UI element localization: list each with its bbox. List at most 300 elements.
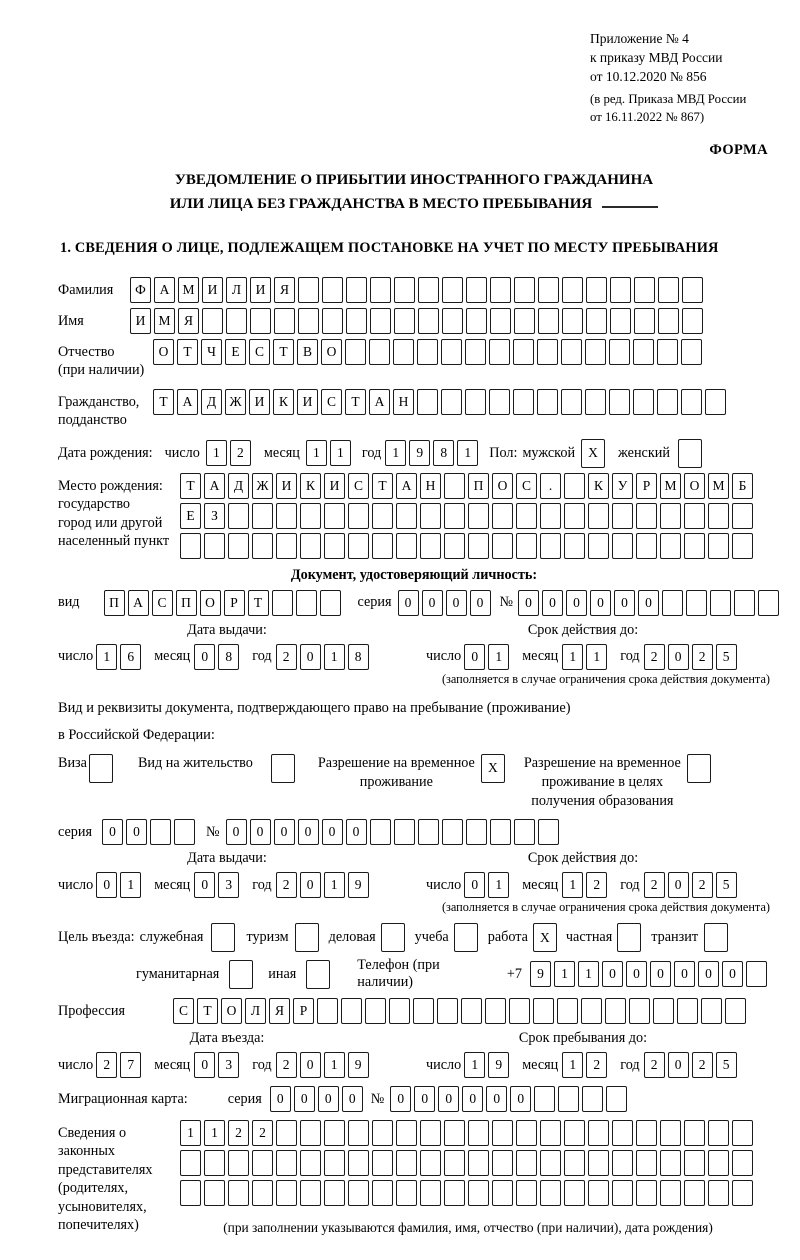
char-cell[interactable]: [468, 503, 489, 529]
char-cell[interactable]: 2: [96, 1052, 117, 1078]
char-cell[interactable]: [228, 503, 249, 529]
char-cell[interactable]: К: [300, 473, 321, 499]
char-cell[interactable]: 9: [488, 1052, 509, 1078]
char-cell[interactable]: [228, 533, 249, 559]
char-cell[interactable]: [708, 503, 729, 529]
char-cell[interactable]: Е: [225, 339, 246, 365]
char-cell[interactable]: [540, 533, 561, 559]
char-cell[interactable]: [324, 533, 345, 559]
char-cell[interactable]: [634, 308, 655, 334]
char-cell[interactable]: 0: [668, 872, 689, 898]
char-cell[interactable]: С: [516, 473, 537, 499]
char-cell[interactable]: [605, 998, 626, 1024]
char-cell[interactable]: [228, 1180, 249, 1206]
char-cell[interactable]: [586, 277, 607, 303]
char-cell[interactable]: [538, 819, 559, 845]
char-cell[interactable]: [276, 1150, 297, 1176]
char-cell[interactable]: 2: [692, 1052, 713, 1078]
char-cell[interactable]: [468, 1150, 489, 1176]
char-cell[interactable]: [413, 998, 434, 1024]
char-cell[interactable]: [681, 339, 702, 365]
char-cell[interactable]: 1: [206, 440, 227, 466]
char-cell[interactable]: 0: [638, 590, 659, 616]
char-cell[interactable]: [612, 1150, 633, 1176]
char-cell[interactable]: Т: [180, 473, 201, 499]
char-cell[interactable]: [540, 1120, 561, 1146]
char-cell[interactable]: 0: [300, 1052, 321, 1078]
char-cell[interactable]: [610, 308, 631, 334]
char-cell[interactable]: Ж: [225, 389, 246, 415]
char-cell[interactable]: [442, 308, 463, 334]
char-cell[interactable]: 0: [194, 872, 215, 898]
char-cell[interactable]: [252, 533, 273, 559]
char-cell[interactable]: [686, 590, 707, 616]
char-cell[interactable]: Ч: [201, 339, 222, 365]
char-cell[interactable]: [612, 1180, 633, 1206]
char-cell[interactable]: 1: [324, 644, 345, 670]
char-cell[interactable]: [514, 819, 535, 845]
char-cell[interactable]: 0: [322, 819, 343, 845]
char-cell[interactable]: Е: [180, 503, 201, 529]
char-cell[interactable]: 1: [204, 1120, 225, 1146]
char-cell[interactable]: [276, 503, 297, 529]
char-cell[interactable]: 0: [674, 961, 695, 987]
char-cell[interactable]: 2: [692, 872, 713, 898]
char-cell[interactable]: С: [348, 473, 369, 499]
char-cell[interactable]: [468, 533, 489, 559]
char-cell[interactable]: [513, 389, 534, 415]
char-cell[interactable]: [420, 533, 441, 559]
char-cell[interactable]: [317, 998, 338, 1024]
char-cell[interactable]: [533, 998, 554, 1024]
char-cell[interactable]: [348, 1150, 369, 1176]
char-cell[interactable]: Т: [345, 389, 366, 415]
char-cell[interactable]: 0: [270, 1086, 291, 1112]
char-cell[interactable]: [658, 277, 679, 303]
char-cell[interactable]: 1: [120, 872, 141, 898]
char-cell[interactable]: И: [276, 473, 297, 499]
char-cell[interactable]: С: [152, 590, 173, 616]
char-cell[interactable]: [633, 389, 654, 415]
char-cell[interactable]: [324, 1180, 345, 1206]
char-cell[interactable]: И: [250, 277, 271, 303]
char-cell[interactable]: [322, 308, 343, 334]
char-cell[interactable]: Т: [177, 339, 198, 365]
char-cell[interactable]: [636, 1180, 657, 1206]
char-cell[interactable]: [682, 277, 703, 303]
char-cell[interactable]: [660, 1150, 681, 1176]
char-cell[interactable]: [609, 339, 630, 365]
char-cell[interactable]: [636, 533, 657, 559]
char-cell[interactable]: [660, 503, 681, 529]
char-cell[interactable]: [534, 1086, 555, 1112]
char-cell[interactable]: [734, 590, 755, 616]
char-cell[interactable]: М: [660, 473, 681, 499]
char-cell[interactable]: [708, 1120, 729, 1146]
char-cell[interactable]: [211, 923, 235, 952]
char-cell[interactable]: 3: [218, 1052, 239, 1078]
char-cell[interactable]: 0: [414, 1086, 435, 1112]
char-cell[interactable]: [492, 533, 513, 559]
char-cell[interactable]: Б: [732, 473, 753, 499]
char-cell[interactable]: 0: [298, 819, 319, 845]
char-cell[interactable]: [677, 998, 698, 1024]
char-cell[interactable]: [633, 339, 654, 365]
char-cell[interactable]: И: [297, 389, 318, 415]
char-cell[interactable]: [272, 590, 293, 616]
char-cell[interactable]: [708, 1180, 729, 1206]
char-cell[interactable]: О: [684, 473, 705, 499]
char-cell[interactable]: 2: [644, 872, 665, 898]
char-cell[interactable]: [348, 1120, 369, 1146]
char-cell[interactable]: [370, 277, 391, 303]
char-cell[interactable]: 0: [194, 644, 215, 670]
char-cell[interactable]: 1: [306, 440, 327, 466]
char-cell[interactable]: [174, 819, 195, 845]
char-cell[interactable]: 5: [716, 1052, 737, 1078]
char-cell[interactable]: А: [128, 590, 149, 616]
char-cell[interactable]: [732, 533, 753, 559]
char-cell[interactable]: [418, 277, 439, 303]
char-cell[interactable]: [558, 1086, 579, 1112]
char-cell[interactable]: 1: [324, 872, 345, 898]
char-cell[interactable]: [306, 960, 330, 989]
char-cell[interactable]: С: [249, 339, 270, 365]
char-cell[interactable]: [588, 1120, 609, 1146]
char-cell[interactable]: [372, 503, 393, 529]
char-cell[interactable]: 0: [486, 1086, 507, 1112]
char-cell[interactable]: [540, 1150, 561, 1176]
char-cell[interactable]: [657, 339, 678, 365]
char-cell[interactable]: 2: [692, 644, 713, 670]
char-cell[interactable]: П: [176, 590, 197, 616]
char-cell[interactable]: [704, 923, 728, 952]
char-cell[interactable]: [226, 308, 247, 334]
char-cell[interactable]: [180, 1150, 201, 1176]
char-cell[interactable]: М: [154, 308, 175, 334]
char-cell[interactable]: 5: [716, 872, 737, 898]
char-cell[interactable]: [202, 308, 223, 334]
char-cell[interactable]: Д: [228, 473, 249, 499]
char-cell[interactable]: [490, 277, 511, 303]
char-cell[interactable]: [636, 1150, 657, 1176]
char-cell[interactable]: [564, 533, 585, 559]
char-cell[interactable]: [606, 1086, 627, 1112]
char-cell[interactable]: [442, 819, 463, 845]
char-cell[interactable]: 2: [228, 1120, 249, 1146]
char-cell[interactable]: [492, 1120, 513, 1146]
char-cell[interactable]: [420, 503, 441, 529]
char-cell[interactable]: [271, 754, 295, 783]
char-cell[interactable]: Р: [224, 590, 245, 616]
char-cell[interactable]: [417, 389, 438, 415]
char-cell[interactable]: [229, 960, 253, 989]
char-cell[interactable]: [564, 1120, 585, 1146]
char-cell[interactable]: [492, 1150, 513, 1176]
char-cell[interactable]: [540, 503, 561, 529]
char-cell[interactable]: А: [204, 473, 225, 499]
char-cell[interactable]: [348, 1180, 369, 1206]
char-cell[interactable]: [320, 590, 341, 616]
char-cell[interactable]: [658, 308, 679, 334]
char-cell[interactable]: [393, 339, 414, 365]
char-cell[interactable]: [653, 998, 674, 1024]
char-cell[interactable]: [636, 503, 657, 529]
char-cell[interactable]: К: [273, 389, 294, 415]
char-cell[interactable]: [204, 1180, 225, 1206]
char-cell[interactable]: [588, 1180, 609, 1206]
char-cell[interactable]: 0: [126, 819, 147, 845]
char-cell[interactable]: [612, 533, 633, 559]
char-cell[interactable]: [468, 1180, 489, 1206]
char-cell[interactable]: [300, 1120, 321, 1146]
char-cell[interactable]: М: [178, 277, 199, 303]
char-cell[interactable]: [228, 1150, 249, 1176]
char-cell[interactable]: 6: [120, 644, 141, 670]
char-cell[interactable]: [557, 998, 578, 1024]
char-cell[interactable]: 0: [300, 872, 321, 898]
char-cell[interactable]: [684, 1150, 705, 1176]
char-cell[interactable]: [437, 998, 458, 1024]
char-cell[interactable]: 8: [348, 644, 369, 670]
char-cell[interactable]: 2: [230, 440, 251, 466]
char-cell[interactable]: 8: [218, 644, 239, 670]
char-cell[interactable]: [581, 998, 602, 1024]
char-cell[interactable]: [396, 1180, 417, 1206]
char-cell[interactable]: [516, 1120, 537, 1146]
char-cell[interactable]: О: [153, 339, 174, 365]
char-cell[interactable]: С: [173, 998, 194, 1024]
char-cell[interactable]: Ж: [252, 473, 273, 499]
char-cell[interactable]: 0: [226, 819, 247, 845]
char-cell[interactable]: Р: [293, 998, 314, 1024]
char-cell[interactable]: [490, 308, 511, 334]
char-cell[interactable]: [372, 1150, 393, 1176]
char-cell[interactable]: [370, 819, 391, 845]
char-cell[interactable]: [389, 998, 410, 1024]
char-cell[interactable]: 1: [330, 440, 351, 466]
char-cell[interactable]: [582, 1086, 603, 1112]
char-cell[interactable]: 8: [433, 440, 454, 466]
char-cell[interactable]: 0: [464, 872, 485, 898]
char-cell[interactable]: [687, 754, 711, 783]
char-cell[interactable]: 0: [422, 590, 443, 616]
char-cell[interactable]: [758, 590, 779, 616]
char-cell[interactable]: [370, 308, 391, 334]
char-cell[interactable]: [710, 590, 731, 616]
char-cell[interactable]: 0: [446, 590, 467, 616]
char-cell[interactable]: О: [221, 998, 242, 1024]
char-cell[interactable]: 9: [409, 440, 430, 466]
char-cell[interactable]: [441, 389, 462, 415]
char-cell[interactable]: [732, 1150, 753, 1176]
char-cell[interactable]: Р: [636, 473, 657, 499]
char-cell[interactable]: [324, 1120, 345, 1146]
char-cell[interactable]: [684, 533, 705, 559]
char-cell[interactable]: [444, 1150, 465, 1176]
char-cell[interactable]: [394, 819, 415, 845]
char-cell[interactable]: X: [481, 754, 505, 783]
char-cell[interactable]: Д: [201, 389, 222, 415]
char-cell[interactable]: [444, 533, 465, 559]
char-cell[interactable]: [276, 1180, 297, 1206]
char-cell[interactable]: О: [492, 473, 513, 499]
char-cell[interactable]: [540, 1180, 561, 1206]
char-cell[interactable]: [562, 308, 583, 334]
char-cell[interactable]: [300, 533, 321, 559]
char-cell[interactable]: [612, 1120, 633, 1146]
char-cell[interactable]: [381, 923, 405, 952]
char-cell[interactable]: Т: [273, 339, 294, 365]
char-cell[interactable]: 0: [510, 1086, 531, 1112]
char-cell[interactable]: [418, 308, 439, 334]
char-cell[interactable]: О: [321, 339, 342, 365]
char-cell[interactable]: [537, 389, 558, 415]
char-cell[interactable]: 0: [438, 1086, 459, 1112]
char-cell[interactable]: 0: [698, 961, 719, 987]
char-cell[interactable]: [612, 503, 633, 529]
char-cell[interactable]: [345, 339, 366, 365]
char-cell[interactable]: [561, 389, 582, 415]
char-cell[interactable]: З: [204, 503, 225, 529]
char-cell[interactable]: 2: [644, 1052, 665, 1078]
char-cell[interactable]: 0: [194, 1052, 215, 1078]
char-cell[interactable]: 0: [464, 644, 485, 670]
char-cell[interactable]: [586, 308, 607, 334]
char-cell[interactable]: [369, 339, 390, 365]
char-cell[interactable]: [274, 308, 295, 334]
char-cell[interactable]: [396, 503, 417, 529]
char-cell[interactable]: [708, 1150, 729, 1176]
char-cell[interactable]: Л: [245, 998, 266, 1024]
char-cell[interactable]: [701, 998, 722, 1024]
char-cell[interactable]: [537, 339, 558, 365]
char-cell[interactable]: [490, 819, 511, 845]
char-cell[interactable]: [466, 308, 487, 334]
char-cell[interactable]: [562, 277, 583, 303]
char-cell[interactable]: [684, 503, 705, 529]
char-cell[interactable]: 0: [250, 819, 271, 845]
char-cell[interactable]: [585, 389, 606, 415]
char-cell[interactable]: X: [581, 439, 605, 468]
char-cell[interactable]: [465, 389, 486, 415]
char-cell[interactable]: [394, 308, 415, 334]
char-cell[interactable]: [538, 308, 559, 334]
char-cell[interactable]: [564, 473, 585, 499]
char-cell[interactable]: [420, 1150, 441, 1176]
char-cell[interactable]: [588, 503, 609, 529]
char-cell[interactable]: 0: [398, 590, 419, 616]
char-cell[interactable]: 1: [464, 1052, 485, 1078]
char-cell[interactable]: [348, 533, 369, 559]
char-cell[interactable]: [444, 1180, 465, 1206]
char-cell[interactable]: [660, 533, 681, 559]
char-cell[interactable]: 0: [614, 590, 635, 616]
char-cell[interactable]: [252, 503, 273, 529]
char-cell[interactable]: [732, 503, 753, 529]
char-cell[interactable]: [250, 308, 271, 334]
char-cell[interactable]: [296, 590, 317, 616]
char-cell[interactable]: 2: [276, 872, 297, 898]
char-cell[interactable]: [444, 1120, 465, 1146]
char-cell[interactable]: [609, 389, 630, 415]
char-cell[interactable]: 1: [578, 961, 599, 987]
char-cell[interactable]: [657, 389, 678, 415]
char-cell[interactable]: [252, 1180, 273, 1206]
char-cell[interactable]: П: [468, 473, 489, 499]
char-cell[interactable]: 0: [590, 590, 611, 616]
char-cell[interactable]: [684, 1120, 705, 1146]
char-cell[interactable]: [509, 998, 530, 1024]
char-cell[interactable]: [678, 439, 702, 468]
char-cell[interactable]: Я: [178, 308, 199, 334]
char-cell[interactable]: И: [202, 277, 223, 303]
char-cell[interactable]: 0: [566, 590, 587, 616]
char-cell[interactable]: 2: [586, 872, 607, 898]
char-cell[interactable]: У: [612, 473, 633, 499]
char-cell[interactable]: [468, 1120, 489, 1146]
char-cell[interactable]: [516, 1180, 537, 1206]
char-cell[interactable]: [684, 1180, 705, 1206]
char-cell[interactable]: [588, 533, 609, 559]
char-cell[interactable]: [746, 961, 767, 987]
char-cell[interactable]: А: [177, 389, 198, 415]
char-cell[interactable]: Т: [372, 473, 393, 499]
char-cell[interactable]: 0: [294, 1086, 315, 1112]
char-cell[interactable]: [732, 1120, 753, 1146]
char-cell[interactable]: [346, 308, 367, 334]
char-cell[interactable]: [489, 389, 510, 415]
char-cell[interactable]: [610, 277, 631, 303]
char-cell[interactable]: [180, 533, 201, 559]
char-cell[interactable]: 1: [488, 872, 509, 898]
char-cell[interactable]: [564, 1150, 585, 1176]
char-cell[interactable]: [492, 503, 513, 529]
char-cell[interactable]: Т: [248, 590, 269, 616]
char-cell[interactable]: [396, 533, 417, 559]
char-cell[interactable]: И: [324, 473, 345, 499]
char-cell[interactable]: 9: [530, 961, 551, 987]
char-cell[interactable]: [298, 277, 319, 303]
char-cell[interactable]: [300, 503, 321, 529]
char-cell[interactable]: 0: [390, 1086, 411, 1112]
char-cell[interactable]: [485, 998, 506, 1024]
char-cell[interactable]: Т: [197, 998, 218, 1024]
char-cell[interactable]: Л: [226, 277, 247, 303]
char-cell[interactable]: [417, 339, 438, 365]
char-cell[interactable]: 1: [457, 440, 478, 466]
char-cell[interactable]: [418, 819, 439, 845]
char-cell[interactable]: [420, 1120, 441, 1146]
char-cell[interactable]: 0: [722, 961, 743, 987]
char-cell[interactable]: В: [297, 339, 318, 365]
char-cell[interactable]: С: [321, 389, 342, 415]
char-cell[interactable]: [300, 1150, 321, 1176]
char-cell[interactable]: [516, 533, 537, 559]
char-cell[interactable]: 0: [518, 590, 539, 616]
char-cell[interactable]: [564, 503, 585, 529]
char-cell[interactable]: [276, 1120, 297, 1146]
char-cell[interactable]: X: [533, 923, 557, 952]
char-cell[interactable]: [298, 308, 319, 334]
char-cell[interactable]: 0: [462, 1086, 483, 1112]
char-cell[interactable]: [204, 1150, 225, 1176]
char-cell[interactable]: [588, 1150, 609, 1176]
char-cell[interactable]: А: [154, 277, 175, 303]
char-cell[interactable]: 0: [668, 644, 689, 670]
char-cell[interactable]: О: [200, 590, 221, 616]
char-cell[interactable]: И: [130, 308, 151, 334]
